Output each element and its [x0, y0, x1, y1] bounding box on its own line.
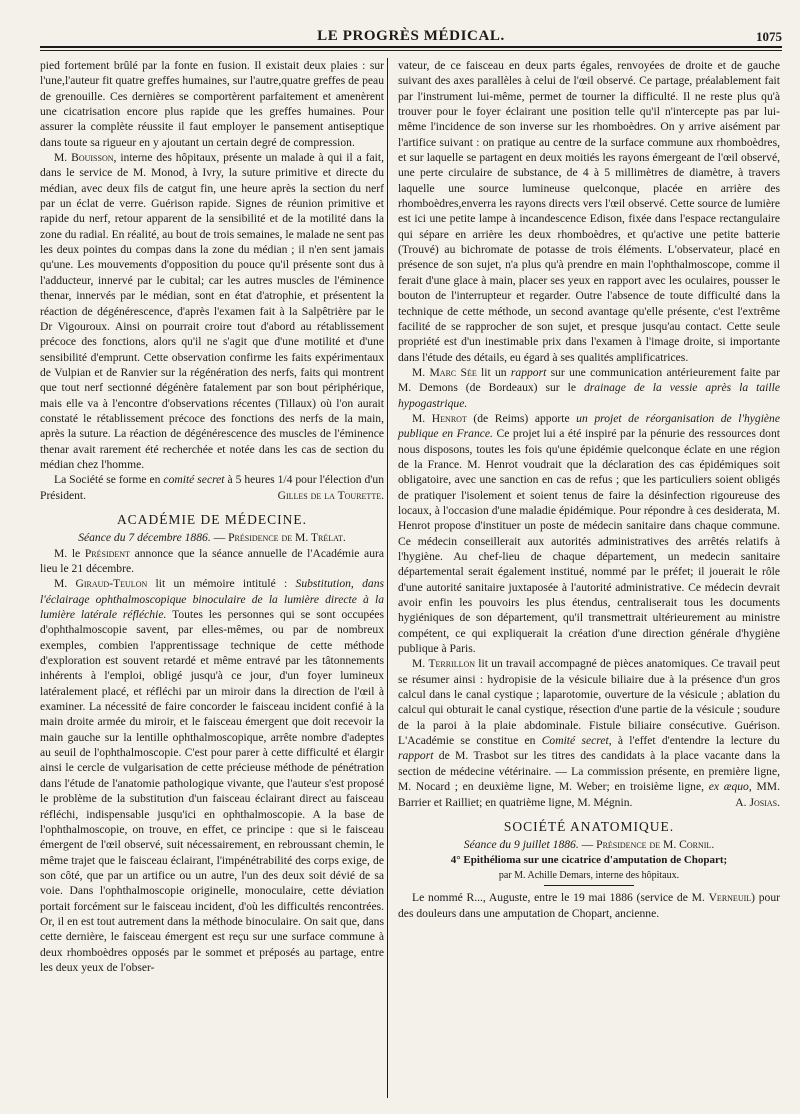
paragraph: vateur, de ce faisceau en deux parts égales, renvoyées de droite et de gauche suivant des axes parallèles à celui de l'œil observé. Ce partage, préalablement fait par l'instrument lui-même, permet de tourner la difficulté. Il ne reste plus qu'à trouver pour le foyer éclairant une position telle qu'il n'intercepte pas par lui-même l'incidence de son inverse sur les rhomboèdres. On y arrive aisément par l'artifice suivant : on pratique au centre de la surface commune aux rhomboèdres, et sur laquelle se partagent en deux moitiés les rayons émergeant de l'œil observé, une perte circulaire de substance, de 4 à 5 millimètres de diamètre, à travers laquelle une source lumineuse quelconque, placée en arrière des rhomboèdres,enverra les rayons directs vers l'œil observé. Cette source de lumière est ici une petite lampe à incandescence Edison, fixée dans l'espace rectangulaire qui sépare en arrière les deux rhomboèdres, et qu'active une petite batterie (Trouvé) au bichromate de potasse de trois éléments. L'observateur, placé en présence de son sujet, n'a plus qu'à prendre en main l'ophthalmoscope, comme il ferait d'une glace à main, placer ses yeux en rapport avec les oculaires, pousser le bouton de l'interrupteur et regarder. Outre l'absence de toute difficulté dans la technique de cette méthode, un second avantage qu'elle présente, c'est l'extrême facilité de se rapprocher de son sujet, et presque jusqu'au contact. Cette seule propriété est d'un inestimable prix dans l'examen à l'image droite, si importante dans l'étude des détails, eu égard à ses qualités amplificatrices. — [398, 59, 780, 364]
separator — [544, 885, 634, 886]
session-line: Séance du 9 juillet 1886. — Présidence de M. Cornil. — [463, 838, 715, 852]
author-name: Giraud-Teulon — [75, 577, 148, 591]
signature: Gilles de la Tourette. — [277, 488, 384, 502]
item-title: 4° Epithélioma sur une cicatrice d'amputation de Chopart; — [450, 853, 728, 866]
item-byline: par M. Achille Demars, interne des hôpitaux. — [498, 869, 680, 881]
section-title: SOCIÉTÉ ANATOMIQUE. — [503, 818, 675, 834]
header-rule-thin — [40, 50, 782, 51]
paragraph: M. Marc Sée lit un rapport sur une communication antérieurement faite par M. Demons (de Bordeaux) sur le drainage de la vessie après la taille hypogastrique. — [398, 365, 780, 410]
signature: A. Josias. — [735, 795, 780, 809]
paragraph: M. Henrot (de Reims) apporte un projet de réorganisation de l'hygiène publique en France. Ce projet lui a été inspiré par la pénurie des ressources dont nous disposons, toutes les fois qu'une épidémie quelconque éclate en une région de la France. M. Henrot voudrait que la déclaration des cas épidémiques soit obligatoire, avec une sanction en cas de refus ; que les particuliers soient obligés de pratiquer l'isolement et soient tenus de faire la désinfection rigoureuse des locaux, à l'occasion d'une maladie épidémique. Pour répondre à ces desiderata, M. Henrot propose d'instituer un poste de médecin sanitaire dans chaque commune. Ce médecin conseillerait aux autorités administratives des arrêtés relatifs à l'hygiène. Au chef-lieu de chaque département, un medecin sanitaire départemental serait également institué, nommé par le préfet; il jouerait le rôle d'une autorité sanitaire juxtaposée à l'autorité administrative. Ce médecin devrait avoir enfin les pouvoirs les plus étendus, centraliserait tous les documents hygiéniques de son département, qu'il transmettrait ultérieurement au ministre compétent, ce qui expliquerait la création d'une direction générale d'hygiène publique à Paris. — [398, 411, 781, 656]
column-divider — [387, 58, 388, 1098]
paragraph: La Société se forme en comité secret à 5 heures 1/4 pour l'élection d'un Président. Gilles de la Tourette. — [40, 473, 384, 502]
paragraph: M. Terrillon lit un travail accompagné de pièces anatomiques. Ce travail peut se résumer ainsi : hydropisie de la vésicule biliaire due à la présence d'un gros calcul dans le canal cystique ; laparotomie, ouverture de la vésicule ; ablation du calcul qui obturait le canal cystique, résection d'une partie de la vésicule ; soudure de la paroi à la plaie abdominale. Fistule biliaire consécutive. Guérison. L'Académie se constitue en Comité secret, à l'effet d'entendre la lecture du rapport de M. Trasbot sur les titres des candidats à la place vacante dans la section de médecine vétérinaire. — La commission présente, en première ligne, M. Nocard ; en deuxième ligne, M. Weber; en troisième ligne, ex æquo, MM. Barrier et Railliet; en quatrième ligne, M. Mégnin. A. Josias. — [398, 657, 780, 809]
author-name: Marc Sée — [429, 365, 477, 379]
left-column — [40, 58, 384, 975]
author-name: Président — [84, 546, 130, 560]
paragraph: pied fortement brûlé par la fonte en fusion. Il existait deux plaies : sur l'une,l'auteur fit quatre greffes humaines, sur l'autre,quatre greffes de peau de grenouille. Ces dernières se comportèrent parfaitement et amenèrent une cicatrisation encore plus rapide que les greffes humaines. Pour assurer la complète réussite il faut employer le pansement antiseptique dans toute sa rigueur en y ajoutant un certain degré de compression. — [40, 59, 384, 149]
paragraph: Le nommé R..., Auguste, entre le 19 mai 1886 (service de M. Verneuil) pour des douleurs dans une amputation de Chopart, ancienne. — [398, 891, 780, 920]
session-line: Séance du 7 décembre 1886. — Présidence de M. Trélat. — [78, 531, 346, 545]
paragraph: M. Giraud-Teulon lit un mémoire intitulé : Substitution, dans l'éclairage ophthalmoscopique binoculaire de la lumière directe à la lumière latérale réfléchie. Toutes les personnes qui se sont occupées d'ophthalmoscopie savent, par elles-mêmes, ou par de nombreux exemples, combien l'apprentissage technique de cette méthode d'exploration est souvent retardé et même entravé par les tâtonnements inhérents à l'emploi, obligé jusqu'à ce jour, d'un foyer lumineux latéralement placé, et réfléchi par un miroir dans la direction de l'œil à examiner. La nécessité de faire concorder le faisceau incident confié à la main droite armée du miroir, et le faisceau émergent que doit recevoir la main gauche sur la lentille ophthalmoscopique, arrête nombre d'adeptes au seuil de l'ophthalmoscopie. C'est pour parer à cette difficulté et élargir ainsi le cercle de vulgarisation de cette précieuse méthode de pénétration dans l'étude de l'anatomie pathologique vivante, que l'auteur s'est proposé le problème de la substitution d'un faisceau éclairant direct au faisceau réfléchi, indispensable jusqu'ici en ophthalmoscopie. A la base de l'ophthalmoscopie, on trouve, en effet, ce principe : que si le faisceau émergent de l'œil observé, suit nécessairement, en rebroussant chemin, le même trajet que le faisceau éclairant, l'impénétrabilité des corps exige, de son côté, que par un artifice ou un autre, l'un des deux soit dévié de sa voie. Dans l'ophthalmoscopie originelle, monoculaire, cette déviation portait forcément sur le faisceau incident, d'où les difficultés rencontrées. Or, il en est tout autrement dans la méthode binoculaire. On sait que, dans cette dernière, le faisceau émergent est reçu sur une surface commune à deux rhomboèdres opposés par le sommet et préposés au partage, entre les deux yeux de l'obser- — [40, 577, 385, 974]
author-name: Verneuil — [708, 891, 752, 905]
author-name: Henrot — [431, 411, 467, 425]
right-column — [398, 58, 780, 921]
section-title: ACADÉMIE DE MÉDECINE. — [116, 511, 308, 527]
paragraph: M. le Président annonce que la séance annuelle de l'Académie aura lieu le 21 décembre. — [40, 546, 385, 575]
paragraph: M. Bouisson, interne des hôpitaux, présente un malade à qui il a fait, dans le service de M. Monod, à Ivry, la suture primitive et directe du médian, avec deux fils de catgut fin, une heure après la section du nerf par un éclat de verre. Guérison rapide. Signes de réunion primitive et rapide du nerf, retour apparent de la sensibilité et de la motilité dans la zone du radial. En réalité, au bout de trois semaines, le malade ne sent pas les deux pointes du compas dans la zone du médian ; il n'en sent jamais qu'une. Les mouvements d'opposition du pouce qu'il présente sont dus à l'adducteur, innervé par le cubital; car les autres muscles de l'éminence thenar, innervés par le médian, sont en état d'atrophie, et présentent la réaction de dégénérescence, d'après l'examen fait à la Salpêtrière par le Dr Vigouroux. Ainsi on pourrait croire tout d'abord au rétablissement précoce des fonctions, alors qu'il ne s'agit que d'une motilité et d'une sensibilité d'emprunt. Cette observation confirme les faits expérimentaux de Vulpian et de Ranvier sur la régénération des nerfs, faits qui montrent que tout nerf sectionné dégénère fatalement par son bout périphérique, mais elle va à l'encontre d'observations récentes (Tillaux) où l'on aurait constaté le rétablissement précoce des fonctions des nerfs de la main, après la suture. La réaction de dégénérescence des muscles de l'éminence thenar avait rarement été recherchée et notée dans les cas de section du médian chez l'homme. — [40, 151, 384, 471]
journal-title: LE PROGRÈS MÉDICAL. — [317, 28, 505, 44]
page-header — [40, 22, 782, 48]
header-rule-thick — [40, 46, 782, 48]
author-name: Bouisson — [71, 151, 114, 165]
author-name: Terrillon — [428, 657, 476, 671]
page-number: 1075 — [756, 29, 782, 44]
